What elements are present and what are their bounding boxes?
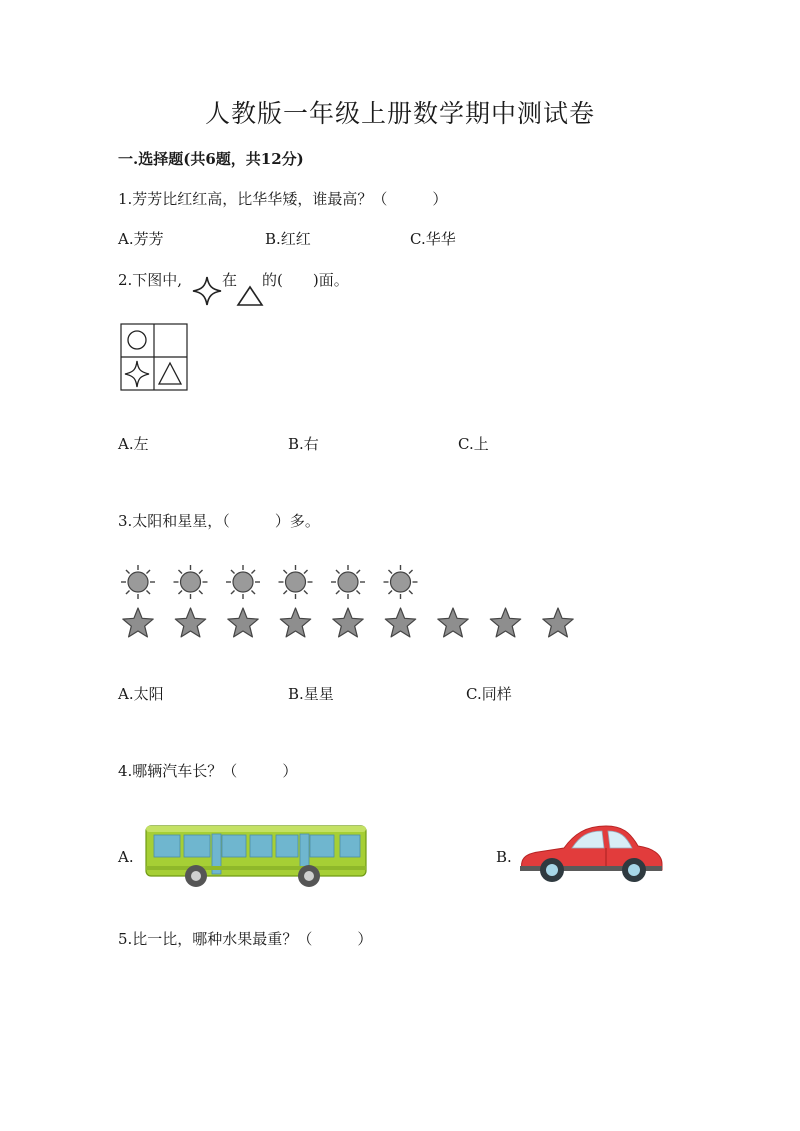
star-icon <box>333 608 363 637</box>
sun-icon <box>279 565 313 599</box>
grid-circle-icon <box>128 331 146 349</box>
star-icon <box>385 608 415 637</box>
star-icon <box>280 608 310 637</box>
q2-option-a[interactable]: A.左 <box>118 435 149 453</box>
section-heading: 一.选择题(共6题，共12分) <box>118 150 304 168</box>
question-4-text: 4.哪辆汽车长？（ ） <box>118 762 298 780</box>
grid-triangle-icon <box>159 363 181 384</box>
q3-option-c[interactable]: C.同样 <box>466 685 512 703</box>
star-icon <box>490 608 520 637</box>
star-icon <box>123 608 153 637</box>
sun-icon <box>226 565 260 599</box>
suns-and-stars-picture <box>110 560 580 650</box>
sun-icon <box>384 565 418 599</box>
grid-four-point-star-icon <box>125 361 149 387</box>
question-2-text-middle: 在 <box>222 271 238 289</box>
shape-grid <box>120 323 188 391</box>
q4-option-b[interactable]: B. <box>496 848 512 866</box>
q2-option-b[interactable]: B.右 <box>288 435 319 453</box>
question-2-text-end: 的( )面。 <box>262 271 349 289</box>
triangle-icon <box>236 285 264 307</box>
q1-option-c[interactable]: C.华华 <box>410 230 456 248</box>
star-icon <box>438 608 468 637</box>
question-5-text: 5.比一比，哪种水果最重？（ ） <box>118 930 373 948</box>
q4-option-a[interactable]: A. <box>118 848 134 866</box>
q1-option-a[interactable]: A.芳芳 <box>118 230 164 248</box>
q3-option-a[interactable]: A.太阳 <box>118 685 164 703</box>
question-3-text: 3.太阳和星星，（ ）多。 <box>118 512 320 530</box>
question-1-text: 1.芳芳比红红高，比华华矮，谁最高？（ ） <box>118 190 448 208</box>
four-point-star-icon <box>191 275 223 307</box>
q2-option-c[interactable]: C.上 <box>458 435 489 453</box>
q3-option-b[interactable]: B.星星 <box>288 685 334 703</box>
question-2-text-start: 2.下图中, <box>118 271 183 289</box>
star-icon <box>543 608 573 637</box>
car-icon <box>516 822 666 884</box>
sun-icon <box>331 565 365 599</box>
q1-option-b[interactable]: B.红红 <box>265 230 311 248</box>
page-title: 人教版一年级上册数学期中测试卷 <box>204 99 595 128</box>
bus-icon <box>144 822 370 888</box>
star-icon <box>228 608 258 637</box>
sun-icon <box>121 565 155 599</box>
star-icon <box>175 608 205 637</box>
sun-icon <box>174 565 208 599</box>
